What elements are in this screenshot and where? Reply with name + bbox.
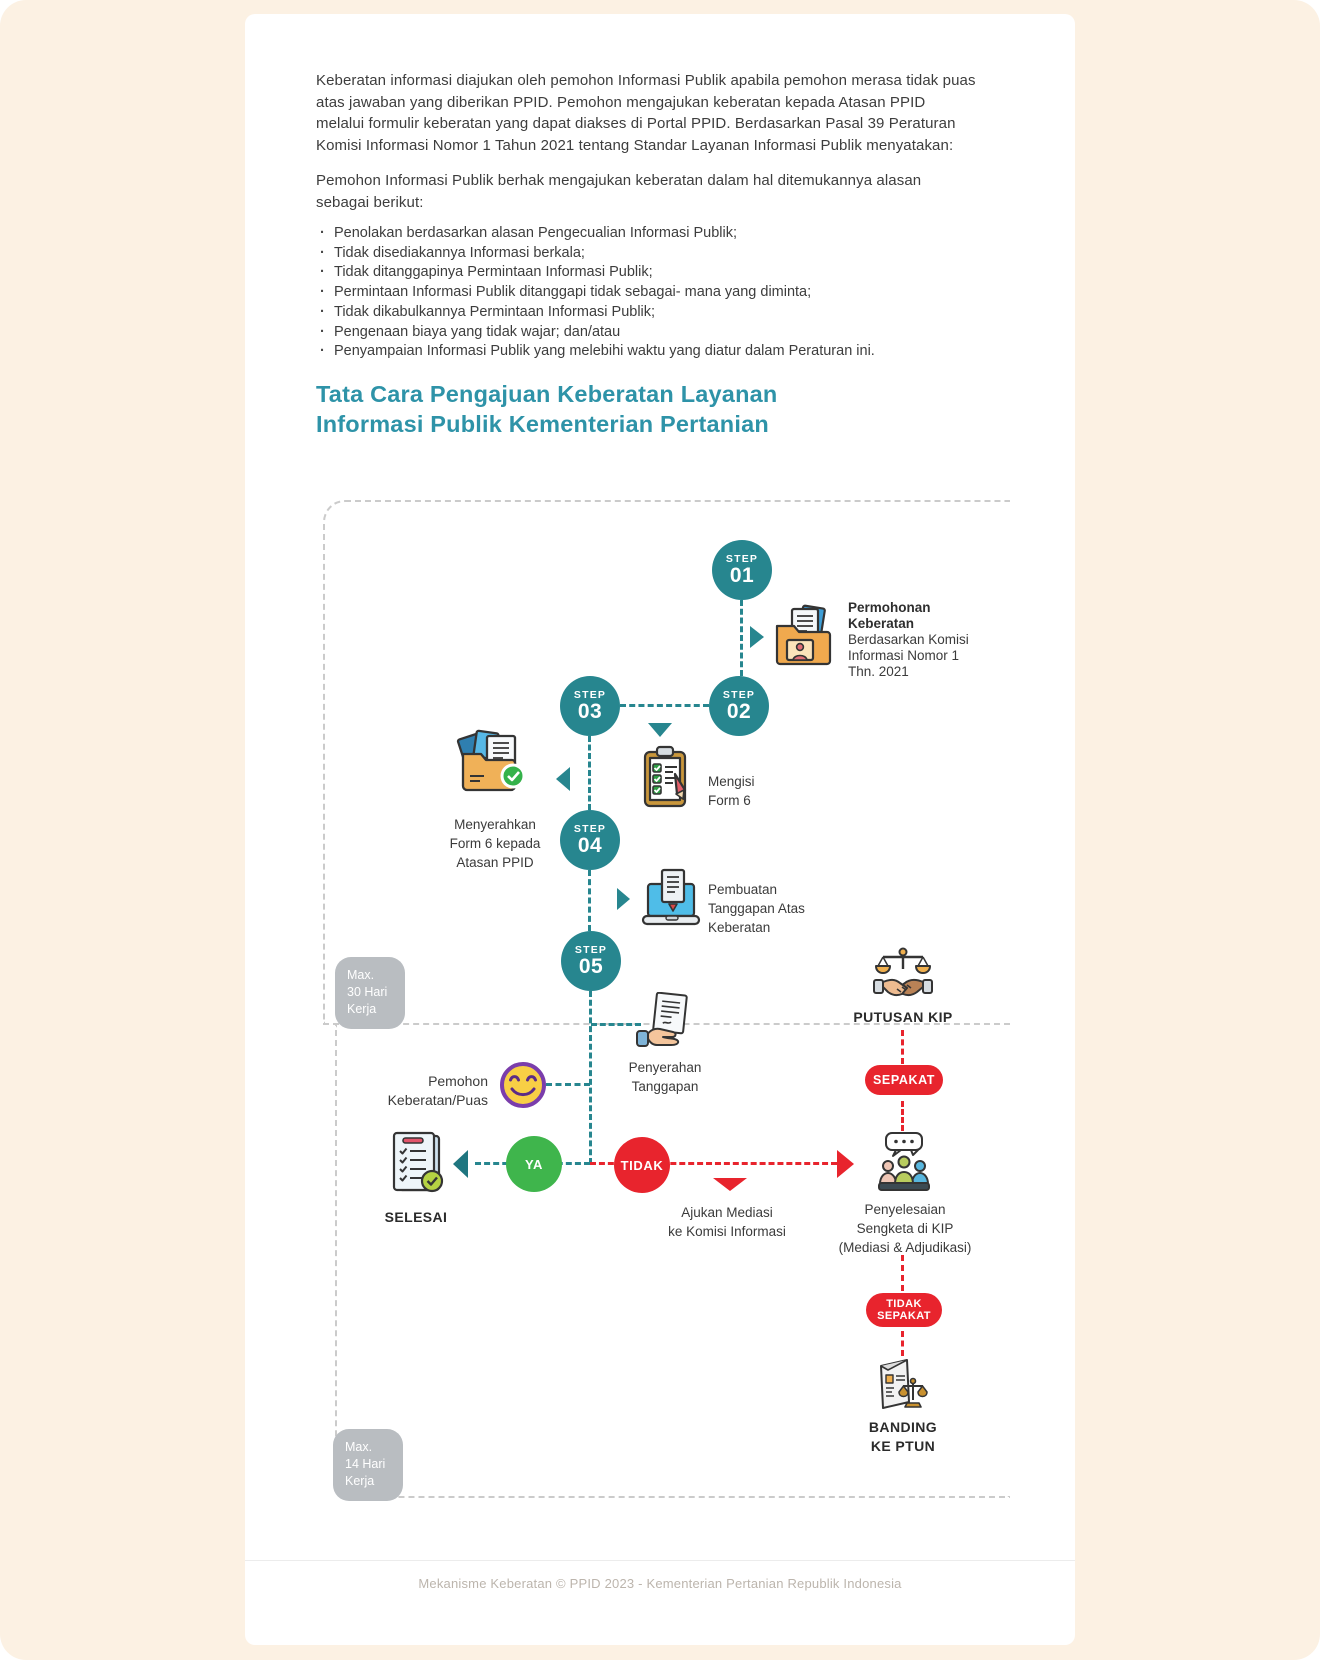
connector-step3-step4 <box>588 736 591 810</box>
caption-line: Pembuatan <box>708 882 778 897</box>
caption-line: Ajukan Mediasi <box>681 1205 773 1220</box>
badge-line: 14 Hari <box>345 1457 386 1471</box>
step-word: STEP <box>574 943 608 956</box>
caption-line: Pemohon <box>428 1073 488 1089</box>
penyelesaian-caption <box>815 1200 995 1257</box>
caption-line: ke Komisi Informasi <box>668 1224 786 1239</box>
document-card <box>245 14 1075 1645</box>
down-arrow-mediasi-icon <box>713 1178 747 1191</box>
smiley-icon <box>498 1060 548 1110</box>
caption-line: Form 6 kepada <box>449 836 541 851</box>
right-arrow-icon <box>750 626 764 648</box>
connector-step5-decision <box>589 991 592 1164</box>
caption-line: Keberatan <box>848 616 915 631</box>
footer-credit: Mekanisme Keberatan © PPID 2023 - Kementerian Pertanian Republik Indonesia <box>418 1576 902 1591</box>
step-word: STEP <box>725 552 759 565</box>
caption-line: Tanggapan Atas <box>708 901 805 916</box>
connector-step4-step5 <box>588 870 591 931</box>
caption-line: Informasi Nomor 1 <box>848 648 960 663</box>
list-item: · Tidak disediakannya Informasi berkala; <box>318 244 983 264</box>
step-number: 04 <box>577 833 603 857</box>
step-number: 02 <box>726 699 752 723</box>
caption-line: Penyerahan <box>628 1060 702 1075</box>
sepakat-badge: SEPAKAT <box>865 1065 943 1095</box>
caption-line: Berdasarkan Komisi <box>848 632 969 647</box>
down-arrow-icon <box>648 723 672 737</box>
step-number: 03 <box>577 699 603 723</box>
reasons-list <box>318 224 983 362</box>
page-title-line-2: Informasi Publik Kementerian Pertanian <box>316 410 769 437</box>
list-item: · Tidak ditanggapinya Permintaan Informasi Publik; <box>318 263 983 283</box>
folder-check-icon <box>453 728 533 802</box>
checklist-done-icon <box>388 1130 446 1196</box>
caption-line: Mengisi <box>708 774 755 789</box>
list-item: · Pengenaan biaya yang tidak wajar; dan/atau <box>318 323 983 343</box>
connector-step1-step2 <box>740 600 743 676</box>
caption-line: Tanggapan <box>631 1079 699 1094</box>
step1-caption <box>848 600 969 680</box>
step2-caption <box>708 772 755 810</box>
caption-line: Permohonan <box>848 600 931 615</box>
caption-line: Atasan PPID <box>456 855 534 870</box>
caption-line: Sengketa di KIP <box>856 1221 954 1236</box>
banding-ke-ptun-label <box>838 1418 968 1456</box>
step-word: STEP <box>722 688 756 701</box>
step-word: STEP <box>573 822 607 835</box>
max-30-days-badge <box>335 957 405 1029</box>
caption-line: Menyerahkan <box>454 817 536 832</box>
clipboard-checklist-icon <box>639 744 695 810</box>
ajukan-mediasi-caption <box>642 1203 812 1241</box>
connector-putusan-sepakat <box>901 1030 904 1064</box>
tidak-sepakat-badge <box>866 1293 942 1327</box>
step4-caption <box>708 880 805 937</box>
list-item: · Tidak dikabulkannya Permintaan Informasi Publik; <box>318 303 983 323</box>
badge-line: 30 Hari <box>347 985 388 999</box>
step-circle-01 <box>712 540 772 600</box>
folder-document-icon <box>773 602 835 668</box>
hand-document-icon <box>635 992 697 1050</box>
step-word: STEP <box>573 688 607 701</box>
right-arrow-icon <box>617 888 630 910</box>
decision-no-badge: TIDAK <box>614 1137 670 1193</box>
intro-paragraph-1: Keberatan informasi diajukan oleh pemohon Informasi Publik apabila pemohon merasa tidak puas atas jawaban yang diberikan PPID. Pemohon mengajukan keberatan kepada Atasan PPID melalui formulir keberatan yang dapat diakses di Portal PPID. Berdasarkan Pasal 39 Peraturan Komisi Informasi Nomor 1 Tahun 2021 tentang Standar Layanan Informasi Publik menyatakan: <box>316 72 976 154</box>
caption-line: Keberatan <box>708 920 771 935</box>
step-number: 05 <box>578 954 604 978</box>
caption-line: Keberatan/Puas <box>387 1092 488 1108</box>
step-circle-03 <box>560 676 620 736</box>
putusan-kip-label: PUTUSAN KIP <box>853 1009 953 1025</box>
page-title-line-1: Tata Cara Pengajuan Keberatan Layanan <box>316 381 778 407</box>
left-arrow-selesai-icon <box>453 1150 468 1178</box>
caption-line: KE PTUN <box>870 1438 936 1454</box>
decision-yes-badge: YA <box>506 1136 562 1192</box>
left-arrow-icon <box>556 767 570 791</box>
list-item: · Penyampaian Informasi Publik yang melebihi waktu yang diatur dalam Peraturan ini. <box>318 342 983 362</box>
page-title <box>316 380 777 439</box>
caption-line: (Mediasi & Adjudikasi) <box>838 1240 972 1255</box>
step-circle-02 <box>709 676 769 736</box>
right-arrow-mediasi-icon <box>837 1150 854 1178</box>
badge-line: Max. <box>345 1440 373 1454</box>
step3-caption <box>415 815 575 872</box>
meeting-icon <box>873 1131 935 1195</box>
badge-line: Kerja <box>345 1474 375 1488</box>
list-item: · Permintaan Informasi Publik ditanggapi tidak sebagai- mana yang diminta; <box>318 283 983 303</box>
caption-line: BANDING <box>868 1419 938 1435</box>
laptop-document-icon <box>641 868 701 930</box>
caption-line: Thn. 2021 <box>848 664 909 679</box>
connector-sepakat-meeting <box>901 1101 904 1131</box>
connector-smiley <box>546 1083 590 1086</box>
footer-divider <box>245 1560 1075 1561</box>
caption-line: Form 6 <box>708 793 751 808</box>
badge-line: SEPAKAT <box>877 1310 931 1322</box>
step-circle-05 <box>561 931 621 991</box>
step5-caption <box>605 1058 725 1096</box>
intro-paragraph-2: Pemohon Informasi Publik berhak mengajukan keberatan dalam hal ditemukannya alasan sebagai berikut: <box>316 172 922 211</box>
caption-line: Penyelesaian <box>864 1202 946 1217</box>
connector-to-hand-document <box>591 1023 641 1026</box>
connector-penyelesaian-tidaksepakat <box>901 1255 904 1291</box>
selesai-label: SELESAI <box>384 1209 448 1225</box>
connector-tidaksepakat-banding <box>901 1331 904 1356</box>
document-scales-icon <box>875 1356 929 1412</box>
badge-line: Max. <box>347 968 375 982</box>
list-item: · Penolakan berdasarkan alasan Pengecualian Informasi Publik; <box>318 224 983 244</box>
badge-line: TIDAK <box>886 1297 922 1310</box>
connector-step3-step2 <box>620 704 709 707</box>
max-14-days-badge <box>333 1429 403 1501</box>
scales-handshake-icon <box>873 945 933 1003</box>
step-number: 01 <box>729 563 755 587</box>
pemohon-caption <box>363 1072 488 1110</box>
badge-line: Kerja <box>347 1002 377 1016</box>
